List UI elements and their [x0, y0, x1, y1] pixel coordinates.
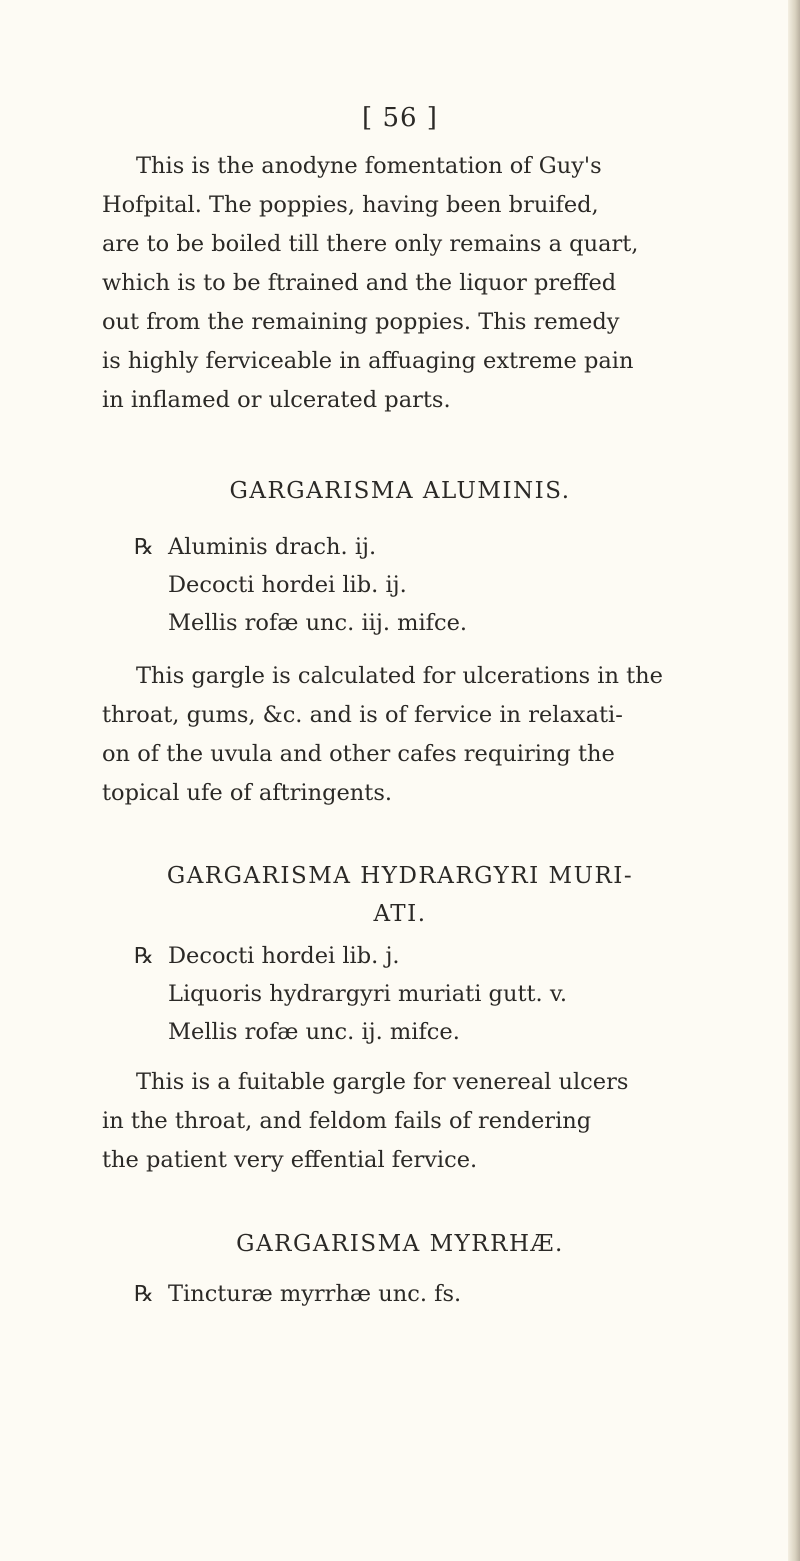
section-heading: GARGARISMA HYDRARGYRI MURI- ATI.: [166, 863, 634, 927]
text-line: out from the remaining poppies. This remedy: [102, 309, 620, 335]
section-heading: GARGARISMA MYRRHÆ.: [236, 1231, 564, 1257]
text-line: topical ufe of aftringents.: [102, 780, 393, 806]
text-line: on of the uvula and other cafes requiring the: [102, 741, 615, 767]
section-heading: GARGARISMA ALUMINIS.: [229, 478, 571, 504]
text-line: in the throat, and feldom fails of rendering: [102, 1108, 592, 1134]
text-line: This is the anodyne fomentation of Guy's: [136, 153, 602, 179]
recipe-symbol: ℞: [134, 535, 154, 560]
recipe-symbol: ℞: [134, 1282, 154, 1307]
text-line: Hofpital. The poppies, having been bruifed,: [102, 192, 599, 218]
text-line: which is to be ftrained and the liquor preffed: [102, 270, 617, 296]
page-number: [ 56 ]: [362, 103, 438, 133]
page-edge: [788, 0, 800, 1561]
ingredient: Decocti hordei lib. j.: [168, 943, 400, 969]
text-line: throat, gums, &c. and is of fervice in relaxati-: [102, 702, 623, 728]
ingredient: Decocti hordei lib. ij.: [168, 572, 407, 598]
recipe-symbol: ℞: [134, 944, 154, 969]
text-line: This gargle is calculated for ulcerations in the: [136, 663, 663, 689]
text-line: the patient very effential fervice.: [102, 1147, 478, 1173]
ingredient: Tincturæ myrrhæ unc. fs.: [168, 1281, 462, 1307]
text-line: in inflamed or ulcerated parts.: [102, 387, 451, 413]
ingredient: Mellis rofæ unc. iij. mifce.: [168, 610, 468, 636]
text-line: is highly ferviceable in affuaging extreme pain: [102, 348, 634, 374]
section-note: [102, 657, 762, 813]
text-line: This is a fuitable gargle for venereal ulcers: [136, 1069, 629, 1095]
ingredient: Mellis rofæ unc. ij. mifce.: [168, 1019, 460, 1045]
text-line: are to be boiled till there only remains a quart,: [102, 231, 639, 257]
ingredient: Liquoris hydrargyri muriati gutt. v.: [168, 981, 568, 1007]
intro-paragraph: [102, 147, 762, 420]
ingredient: Aluminis drach. ij.: [168, 534, 377, 560]
section-note: [102, 1063, 762, 1180]
